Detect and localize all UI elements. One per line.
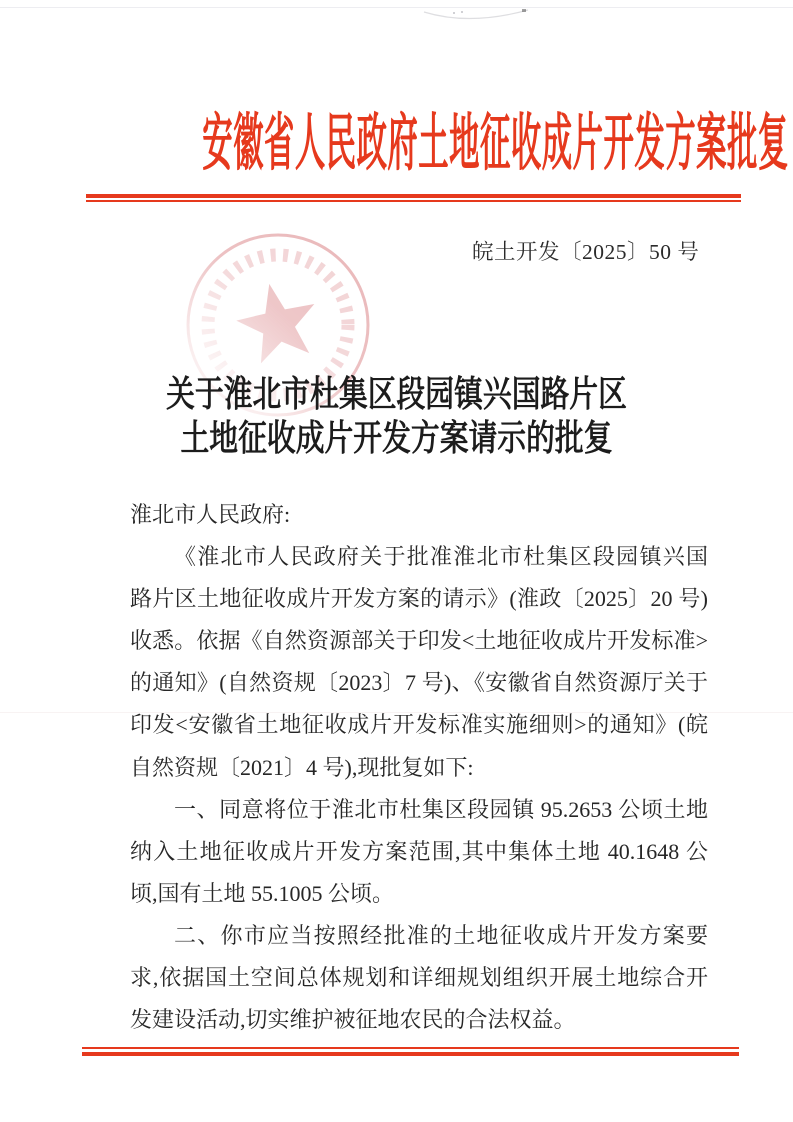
body-line: 自然资规〔2021〕4 号),现批复如下: bbox=[130, 754, 474, 780]
body-line: 纳入土地征收成片开发方案范围,其中集体土地 40.1648 公 bbox=[130, 838, 708, 864]
document-title-line-1: 关于淮北市杜集区段园镇兴国路片区 bbox=[166, 374, 627, 414]
footer-rule-thin bbox=[82, 1047, 739, 1049]
body-line: 顷,国有土地 55.1005 公顷。 bbox=[130, 880, 395, 906]
salutation: 淮北市人民政府: bbox=[130, 502, 291, 527]
body-line: 一、同意将位于淮北市杜集区段园镇 95.2653 公顷土地 bbox=[174, 796, 708, 822]
body-line: 二、你市应当按照经批准的土地征收成片开发方案要 bbox=[174, 922, 708, 948]
star-icon bbox=[230, 276, 324, 367]
document-body bbox=[130, 494, 708, 1041]
scan-artifact-line bbox=[0, 7, 793, 8]
footer-rule-thick bbox=[82, 1052, 739, 1056]
body-line: 发建设活动,切实维护被征地农民的合法权益。 bbox=[130, 1007, 576, 1033]
scan-artifact-curve bbox=[410, 2, 550, 28]
paragraphs bbox=[130, 536, 708, 1041]
body-line: 《淮北市人民政府关于批准淮北市杜集区段园镇兴国 bbox=[174, 544, 708, 570]
masthead-rule-thin bbox=[86, 200, 741, 202]
body-line: 的通知》(自然资规〔2023〕7 号)、《安徽省自然资源厅关于 bbox=[130, 670, 708, 696]
body-line: 收悉。依据《自然资源部关于印发<土地征收成片开发标准> bbox=[130, 628, 708, 654]
document-title bbox=[0, 372, 793, 460]
masthead-rule-thick bbox=[86, 194, 741, 198]
body-line: 印发<安徽省土地征收成片开发标准实施细则>的通知》(皖 bbox=[130, 712, 708, 738]
masthead-title: 安徽省人民政府土地征收成片开发方案批复 bbox=[202, 110, 789, 178]
body-line: 求,依据国土空间总体规划和详细规划组织开展土地综合开 bbox=[130, 965, 708, 991]
body-line: 路片区土地征收成片开发方案的请示》(淮政〔2025〕20 号) bbox=[130, 586, 708, 612]
doc-number: 皖土开发〔2025〕50 号 bbox=[472, 240, 700, 264]
document-title-line-2: 土地征收成片开发方案请示的批复 bbox=[180, 418, 613, 458]
